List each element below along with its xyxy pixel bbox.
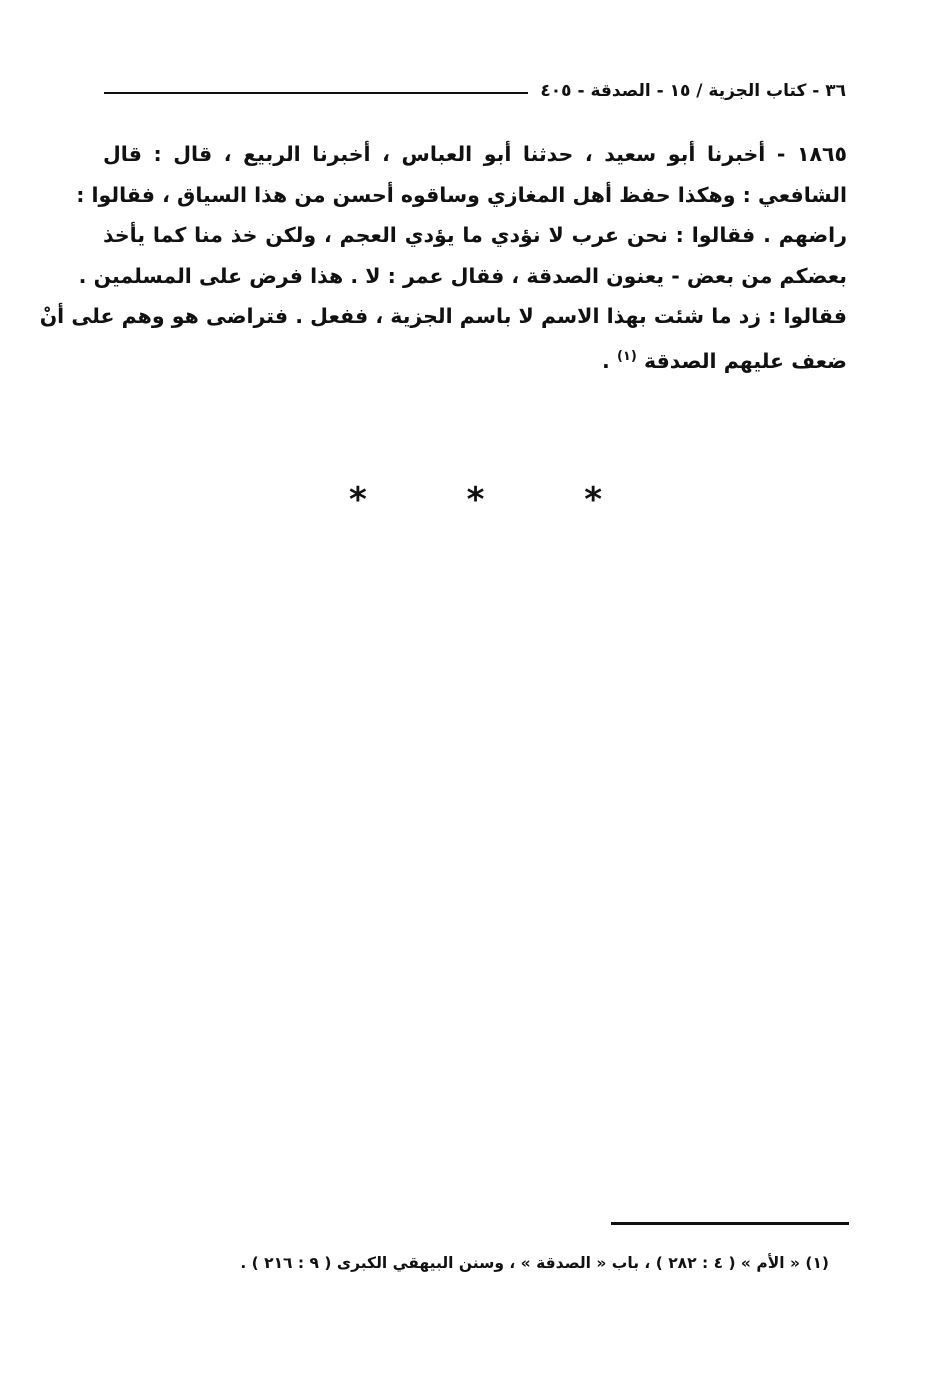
footnote-rule — [611, 1222, 849, 1225]
paragraph-line-1: ١٨٦٥ - أخبرنا أبو سعيد ، حدثنا أبو العباس ، أخبرنا الربيع ، قال : قال — [103, 142, 847, 166]
running-title: ٣٦ - كتاب الجزية / ١٥ - الصدقة - ٤٠٥ — [540, 81, 846, 101]
header-rule — [104, 92, 528, 94]
footnote-reference: (١) — [616, 348, 637, 364]
paragraph-line-2: الشافعي : وهكذا حفظ أهل المغازي وساقوه أحسن من هذا السياق ، فقالوا : — [76, 182, 847, 207]
paragraph-line-6 — [103, 337, 847, 378]
paragraph-line-3: راضهم . فقالوا : نحن عرب لا نؤدي ما يؤدي العجم ، ولكن خذ منا كما يأخذ — [103, 223, 847, 247]
hadith-paragraph — [39, 134, 847, 377]
paragraph-line-5: فقالوا : زد ما شئت بهذا الاسم لا باسم الجزية ، ففعل . فتراضى هو وهم على أنْ — [39, 304, 847, 328]
section-separator: * * * — [348, 480, 646, 520]
last-line-end: . — [602, 348, 610, 373]
last-line-text: ضعف عليهم الصدقة — [643, 348, 847, 373]
page-header — [104, 74, 846, 108]
footnote: (١) « الأم » ( ٤ : ٢٨٢ ) ، باب « الصدقة » ، وسنن البيهقي الكبرى ( ٩ : ٢١٦ ) . — [240, 1254, 829, 1272]
paragraph-line-4: بعضكم من بعض - يعنون الصدقة ، فقال عمر : لا . هذا فرض على المسلمين . — [78, 263, 847, 288]
